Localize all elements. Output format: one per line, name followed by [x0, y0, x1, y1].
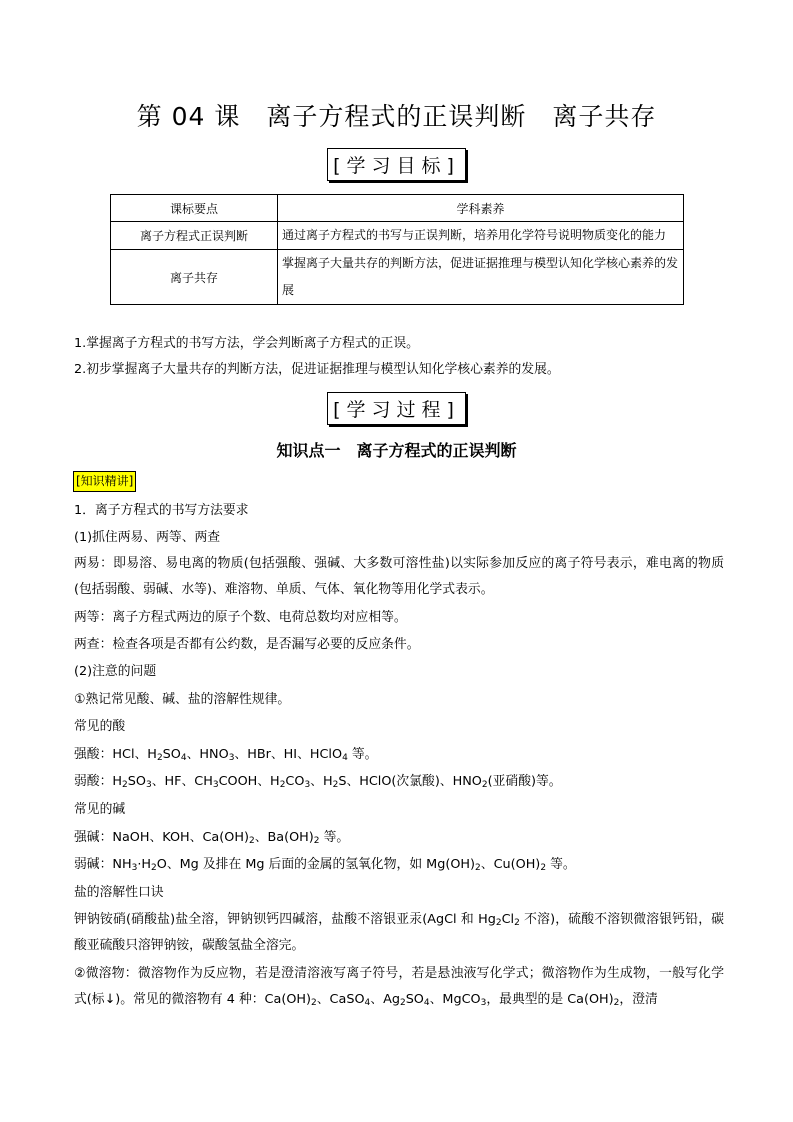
table-header-row [111, 195, 684, 222]
goal-item: 2.初步掌握离子大量共存的判断方法，促进证据推理与模型认知化学核心素养的发展。 [74, 362, 560, 377]
page-title: 第 04 课 离子方程式的正误判断 离子共存 [136, 102, 657, 131]
text-line: 两等：离子方程式两边的原子个数、电荷总数均对应相等。 [74, 610, 407, 625]
slightly-soluble-paragraph: ②微溶物：微溶物作为反应物，若是澄清溶液写离子符号，若是悬浊液写化学式；微溶物作为生成物，一般写化学式(标↓)。常见的微溶物有 4 种：$Ca(OH)_2$、CaSO$_4$、$Ag_2SO_4$、MgCO$_3$，最典型的是 $Ca(OH)_2$，澄清 [74, 966, 724, 1008]
text-line: (2)注意的问题 [74, 664, 157, 679]
process-heading: [学习过程] [0, 392, 793, 425]
text-line: (1)抓住两易、两等、两查 [74, 530, 221, 545]
weak-bases-line: 弱碱：$NH_3\cdot H_2O$、Mg 及排在 Mg 后面的金属的氢氧化物，如 $Mg(OH)_2$、$Cu(OH)_2$ 等。 [74, 857, 576, 873]
table-cell-literacy: 通过离子方程式的书写与正误判断，培养用化学符号说明物质变化的能力 [278, 222, 684, 250]
table-cell-point: 离子共存 [111, 250, 278, 305]
table-row [111, 222, 684, 250]
solubility-rhyme-paragraph: 钾钠铵硝(硝酸盐)盐全溶，钾钠钡钙四碱溶，盐酸不溶银亚汞(AgCl 和 $Hg_2Cl_2$ 不溶)，硫酸不溶钡微溶银钙铅，碳酸亚硫酸只溶钾钠铵，碳酸氢盐全溶完。 [74, 912, 724, 953]
text-line: 常见的酸 [74, 719, 126, 734]
text-line: 常见的碱 [74, 802, 126, 817]
goal-item: 1.掌握离子方程式的书写方法，学会判断离子方程式的正误。 [74, 336, 419, 351]
text-line: ①熟记常见酸、碱、盐的溶解性规律。 [74, 692, 291, 707]
table-header-point: 课标要点 [111, 195, 278, 222]
knowledge-point-title: 知识点一 离子方程式的正误判断 [276, 441, 517, 460]
text-line: 两查：检查各项是否都有公约数，是否漏写必要的反应条件。 [74, 637, 420, 652]
strong-acids-line: 强酸：HCl、$H_2SO_4$、$HNO_3$、HBr、HI、HClO$_4$ 等。 [74, 747, 378, 763]
text-line: 盐的溶解性口诀 [74, 885, 164, 900]
text-paragraph: 两易：即易溶、易电离的物质(包括强酸、强碱、大多数可溶性盐)以实际参加反应的离子符号表示，难电离的物质(包括弱酸、弱碱、水等)、难溶物、单质、气体、氧化物等用化学式表示。 [74, 556, 724, 597]
objectives-table [110, 194, 684, 305]
table-header-literacy: 学科素养 [278, 195, 684, 222]
table-cell-literacy: 掌握离子大量共存的判断方法，促进证据推理与模型认知化学核心素养的发展 [278, 250, 684, 305]
table-row [111, 250, 684, 305]
knowledge-tag: [知识精讲] [73, 471, 136, 492]
objectives-heading: [学习目标] [0, 148, 793, 181]
weak-acids-line: 弱酸：$H_2SO_3$、HF、$CH_3COOH$、$H_2CO_3$、$H_2S$、HClO(次氯酸)、$HNO_2$(亚硝酸)等。 [74, 774, 562, 790]
strong-bases-line: 强碱：NaOH、KOH、$Ca(OH)_2$、$Ba(OH)_2$ 等。 [74, 830, 350, 846]
text-line: 1．离子方程式的书写方法要求 [74, 503, 249, 518]
table-cell-point: 离子方程式正误判断 [111, 222, 278, 250]
